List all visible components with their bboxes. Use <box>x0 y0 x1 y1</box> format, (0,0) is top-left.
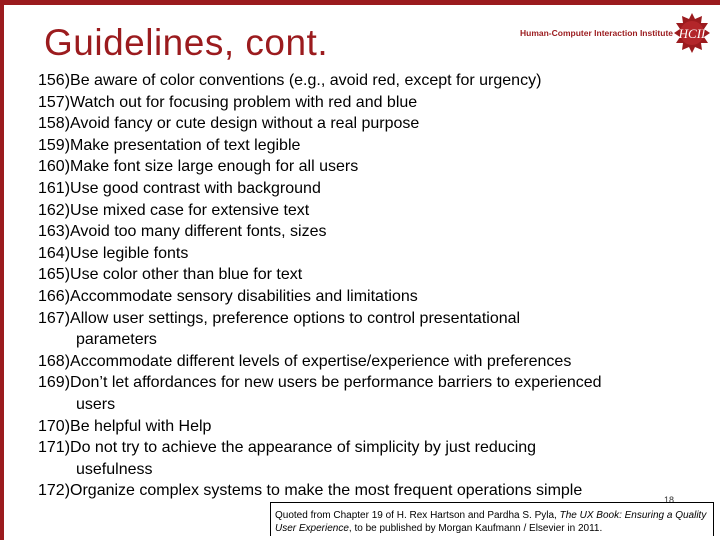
citation-prefix: Quoted from Chapter 19 of H. Rex Hartson and Pardha S. Pyla, <box>275 510 560 521</box>
guideline-number: 165) <box>38 266 71 284</box>
guideline-number: 163) <box>38 223 71 241</box>
institute-name: Human-Computer Interaction Institute <box>520 28 674 38</box>
guideline-number: 159) <box>38 136 71 154</box>
guideline-text-main: Watch out for focusing problem with red and blue <box>70 93 418 111</box>
guideline-text-main: Make presentation of text legible <box>70 136 301 154</box>
guideline-text <box>70 437 698 459</box>
guideline-number: 157) <box>38 93 71 111</box>
guideline-item <box>38 286 698 308</box>
guideline-text-main: Organize complex systems to make the most frequent operations simple <box>70 482 583 500</box>
guideline-text <box>70 70 698 92</box>
guideline-text <box>70 156 698 178</box>
top-border <box>0 0 720 5</box>
guideline-list <box>38 70 698 502</box>
guideline-item <box>38 351 698 373</box>
guideline-number: 168) <box>38 352 71 370</box>
guideline-item <box>38 92 698 114</box>
guideline-text-main: Use color other than blue for text <box>70 266 303 284</box>
guideline-text-continuation: parameters <box>76 331 157 349</box>
guideline-text <box>70 264 698 286</box>
guideline-text <box>70 480 698 502</box>
guideline-text <box>70 243 698 265</box>
slide-number: 18 <box>664 495 675 505</box>
guideline-number: 170) <box>38 417 71 435</box>
guideline-item <box>38 135 698 157</box>
guideline-item <box>38 156 698 178</box>
citation-footer <box>270 502 714 536</box>
guideline-text-main: Be helpful with Help <box>70 417 212 435</box>
guideline-text-main: Accommodate different levels of expertise/experience with preferences <box>70 352 572 370</box>
guideline-item-continuation <box>38 329 698 351</box>
guideline-item <box>38 416 698 438</box>
guideline-text-main: Avoid fancy or cute design without a real purpose <box>70 115 420 133</box>
guideline-text <box>70 351 698 373</box>
guideline-text <box>70 200 698 222</box>
guideline-number: 171) <box>38 439 71 457</box>
slide-title: Guidelines, cont. <box>44 22 329 63</box>
logo-text: HCII <box>678 26 706 41</box>
guideline-item <box>38 70 698 92</box>
guideline-text-main: Do not try to achieve the appearance of simplicity by just reducing <box>70 439 537 457</box>
guideline-item <box>38 264 698 286</box>
guideline-number: 161) <box>38 179 71 197</box>
guideline-text <box>70 416 698 438</box>
guideline-text <box>70 286 698 308</box>
guideline-text-continuation: usefulness <box>76 460 153 478</box>
guideline-text <box>70 372 698 394</box>
guideline-text-main: Be aware of color conventions (e.g., avoid red, except for urgency) <box>70 72 542 89</box>
guideline-text-main: Use legible fonts <box>70 244 189 262</box>
guideline-item-continuation <box>38 394 698 416</box>
guideline-number: 167) <box>38 309 71 327</box>
citation-book-title: The UX Book: Ensuring a Quality User Experience <box>275 510 707 534</box>
guideline-text <box>70 135 698 157</box>
guideline-number: 164) <box>38 244 71 262</box>
hcii-logo-icon <box>672 11 712 55</box>
guideline-item <box>38 372 698 394</box>
guideline-item <box>38 113 698 135</box>
guideline-number: 166) <box>38 287 71 305</box>
guideline-item <box>38 308 698 330</box>
guideline-number: 156) <box>38 72 71 89</box>
guideline-text-main: Make font size large enough for all users <box>70 158 359 176</box>
guideline-text-main: Accommodate sensory disabilities and limitations <box>70 287 418 305</box>
guideline-text-continuation: users <box>76 395 116 413</box>
guideline-item <box>38 221 698 243</box>
guideline-text-main: Use mixed case for extensive text <box>70 201 310 219</box>
guideline-item <box>38 200 698 222</box>
guideline-text-main: Use good contrast with background <box>70 179 321 197</box>
guideline-text <box>70 308 698 330</box>
guideline-item <box>38 480 698 502</box>
guideline-item <box>38 437 698 459</box>
guideline-item <box>38 243 698 265</box>
guideline-text <box>70 92 698 114</box>
guideline-text <box>70 113 698 135</box>
left-border <box>0 0 4 540</box>
guideline-text <box>70 221 698 243</box>
guideline-item <box>38 178 698 200</box>
guideline-number: 160) <box>38 158 71 176</box>
citation-suffix: , to be published by Morgan Kaufmann / Elsevier in 2011. <box>348 523 603 534</box>
guideline-text <box>70 178 698 200</box>
guideline-text-main: Allow user settings, preference options to control presentational <box>70 309 521 327</box>
guideline-number: 162) <box>38 201 71 219</box>
guideline-number: 169) <box>38 374 71 392</box>
guideline-number: 172) <box>38 482 71 500</box>
guideline-item-continuation <box>38 459 698 481</box>
guideline-text-main: Avoid too many different fonts, sizes <box>70 223 327 241</box>
guideline-number: 158) <box>38 115 71 133</box>
guideline-text-main: Don’t let affordances for new users be performance barriers to experienced <box>70 374 602 392</box>
